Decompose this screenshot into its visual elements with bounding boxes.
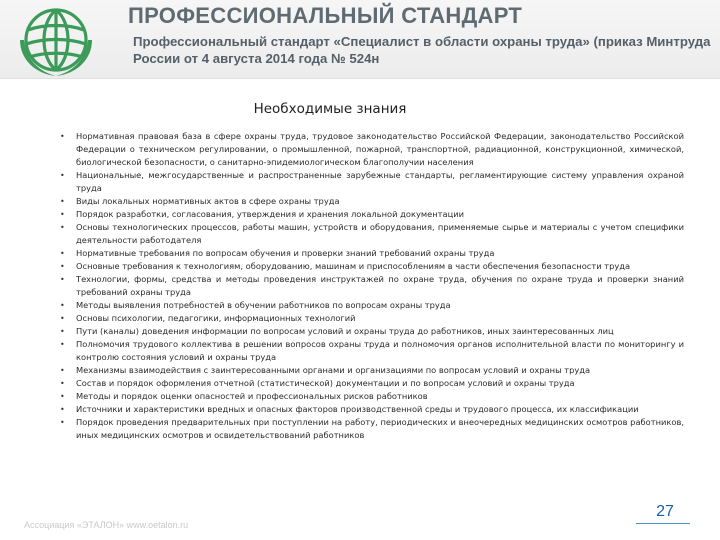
list-item <box>60 208 684 221</box>
list-item-text: Основные требования к технологиям, оборудованию, машинам и приспособлениям в части обеспечения безопасности труда <box>76 261 631 271</box>
bullet-icon: • <box>60 405 65 414</box>
list-item <box>60 338 684 364</box>
list-item <box>60 247 684 260</box>
list-item <box>60 325 684 338</box>
bullet-icon: • <box>60 327 65 336</box>
bullet-icon: • <box>60 340 65 349</box>
slide-header <box>0 0 720 79</box>
list-item <box>60 403 684 416</box>
bullet-icon: • <box>60 314 65 323</box>
bullet-icon: • <box>60 262 65 271</box>
globe-emblem-icon <box>10 2 102 78</box>
list-item <box>60 377 684 390</box>
section-title: Необходимые знания <box>253 101 407 117</box>
bullet-icon: • <box>60 366 65 375</box>
list-item-text: Методы и порядок оценки опасностей и профессиональных рисков работников <box>76 391 428 401</box>
list-item <box>60 260 684 273</box>
bullet-icon: • <box>60 301 65 310</box>
bullet-icon: • <box>60 171 65 180</box>
bullet-icon: • <box>60 210 65 219</box>
list-item <box>60 273 684 299</box>
bullet-icon: • <box>60 392 65 401</box>
list-item-text: Основы технологических процессов, работы машин, устройств и оборудования, применяемые сырье и материалы с учетом специфики деятельности работодателя <box>76 222 684 245</box>
list-item <box>60 299 684 312</box>
footer-watermark: Ассоциация «ЭТАЛОН» www.oetalon.ru <box>24 520 189 530</box>
bullet-icon: • <box>60 249 65 258</box>
list-item-text: Порядок проведения предварительных при поступлении на работу, периодических и внеочередных медицинских осмотров работников, иных медицинских осмотров и освидетельствований работников <box>76 417 684 440</box>
list-item-text: Нормативная правовая база в сфере охраны труда, трудовое законодательство Российской Федерации, законодательство Российской Федерации о техническом регулировании, о промышленной, пожарной, транспортной, радиационной, конструкционной, химической, биологической безопасности, о санитарно-эпидемиологическом благополучии населения <box>76 131 684 167</box>
page-number-underline <box>636 523 690 524</box>
list-item <box>60 221 684 247</box>
page-subtitle: Профессиональный стандарт «Специалист в области охраны труда» (приказ Минтруда России от 4 августа 2014 года № 524н <box>133 34 711 66</box>
knowledge-list <box>60 130 684 442</box>
list-item-text: Порядок разработки, согласования, утверждения и хранения локальной документации <box>76 209 465 219</box>
list-item-text: Полномочия трудового коллектива в решении вопросов охраны труда и полномочия органов исполнительной власти по мониторингу и контролю состояния условий и охраны труда <box>76 339 684 362</box>
list-item <box>60 390 684 403</box>
list-item <box>60 195 684 208</box>
list-item-text: Состав и порядок оформления отчетной (статистической) документации и по вопросам условий и охраны труда <box>76 378 575 388</box>
bullet-icon: • <box>60 223 65 232</box>
bullet-icon: • <box>60 418 65 427</box>
list-item-text: Источники и характеристики вредных и опасных факторов производственной среды и трудового процесса, их классификации <box>76 404 639 414</box>
page-title: ПРОФЕССИОНАЛЬНЫЙ СТАНДАРТ <box>128 3 523 28</box>
list-item-text: Национальные, межгосударственные и распространенные зарубежные стандарты, регламентирующие систему управления охраной труда <box>76 170 684 193</box>
list-item-text: Механизмы взаимодействия с заинтересованными органами и организациями по вопросам условий и охраны труда <box>76 365 591 375</box>
list-item-text: Виды локальных нормативных актов в сфере охраны труда <box>76 196 340 206</box>
bullet-icon: • <box>60 197 65 206</box>
list-item-text: Пути (каналы) доведения информации по вопросам условий и охраны труда до работников, иных заинтересованных лиц <box>76 326 614 336</box>
list-item-text: Технологии, формы, средства и методы проведения инструктажей по охране труда, обучения по охране труда и проверки знаний требований охраны труда <box>76 274 684 297</box>
list-item <box>60 364 684 377</box>
list-item <box>60 416 684 442</box>
list-item <box>60 130 684 169</box>
bullet-icon: • <box>60 275 65 284</box>
bullet-icon: • <box>60 132 65 141</box>
list-item-text: Методы выявления потребностей в обучении работников по вопросам охраны труда <box>76 300 451 310</box>
page-number: 27 <box>656 503 674 520</box>
list-item <box>60 169 684 195</box>
list-item <box>60 312 684 325</box>
list-item-text: Основы психологии, педагогики, информационных технологий <box>76 313 356 323</box>
bullet-icon: • <box>60 379 65 388</box>
list-item-text: Нормативные требования по вопросам обучения и проверки знаний требований охраны труда <box>76 248 495 258</box>
